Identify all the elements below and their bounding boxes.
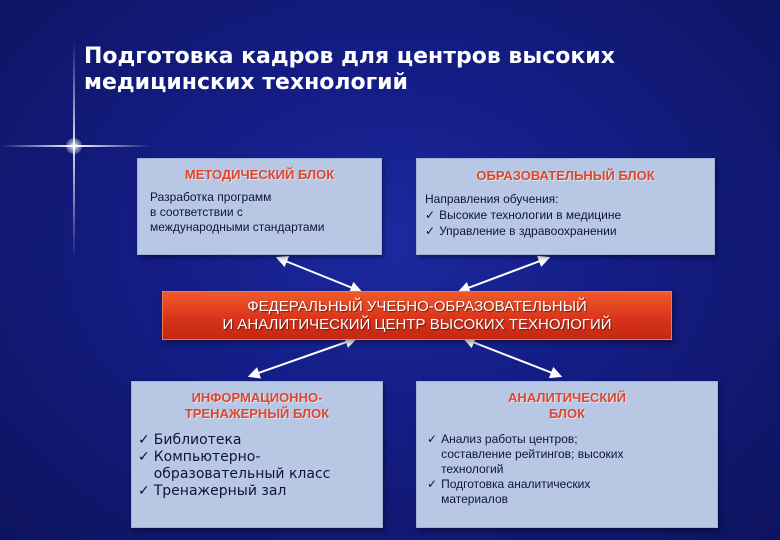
center-line-2: И АНАЛИТИЧЕСКИЙ ЦЕНТР ВЫСОКИХ ТЕХНОЛОГИЙ [222,315,612,333]
analytic-item-line: составление рейтингов; высоких [441,447,624,461]
info-item-label: Тренажерный зал [153,483,287,499]
check-icon: ✓ [425,224,436,238]
info-heading-line-1: ИНФОРМАЦИОННО- [191,390,323,405]
methodical-line: в соответствии с [150,205,243,219]
analytic-item-line: технологий [441,462,504,476]
analytic-item-line: Анализ работы центров; [441,432,578,446]
info-item-label-line: образовательный класс [153,466,331,482]
methodical-line: международными стандартами [150,220,325,234]
analytic-heading-line-1: АНАЛИТИЧЕСКИЙ [508,390,626,405]
federal-center-block [162,291,672,340]
info-item [138,432,382,449]
arrow-to-info [250,339,355,376]
info-item [138,449,382,483]
educational-item [425,223,714,239]
analytic-heading [417,390,717,422]
methodical-block [137,158,382,255]
arrow-to-methodical [278,258,360,291]
analytic-item [427,432,717,477]
analytic-item-line: Подготовка аналитических [441,477,591,491]
analytic-item-label [441,432,623,477]
info-heading-line-2: ТРЕНАЖЕРНЫЙ БЛОК [184,406,330,421]
check-icon: ✓ [427,477,438,491]
methodical-heading: МЕТОДИЧЕСКИЙ БЛОК [184,167,335,182]
info-item-label [154,449,331,483]
analytic-item-label [441,477,590,507]
info-item-label: Библиотека [153,432,242,448]
check-icon: ✓ [425,208,436,222]
educational-item-label: Управление в здравоохранении [439,224,617,238]
title-line-1: Подготовка кадров для центров высоких [84,44,615,69]
educational-item-label: Высокие технологии в медицине [439,208,622,222]
check-icon: ✓ [427,432,438,446]
info-heading [132,390,382,422]
educational-item [425,207,714,223]
title-line-2: медицинских технологий [84,70,408,95]
info-item-label-line: Компьютерно- [153,449,261,465]
check-icon: ✓ [138,483,150,499]
analytic-block [416,381,718,528]
analytic-heading-line-2: БЛОК [548,406,586,421]
analytic-item [427,477,717,507]
arrow-to-educational [460,258,548,291]
methodical-line: Разработка программ [150,190,272,204]
educational-heading: ОБРАЗОВАТЕЛЬНЫЙ БЛОК [476,168,655,183]
info-training-block [131,381,383,528]
check-icon: ✓ [138,449,150,465]
center-line-1: ФЕДЕРАЛЬНЫЙ УЧЕБНО-ОБРАЗОВАТЕЛЬНЫЙ [247,297,587,315]
educational-block [416,158,715,255]
arrow-to-analytic [465,339,560,376]
educational-intro: Направления обучения: [425,192,559,206]
analytic-item-line: материалов [441,492,508,506]
check-icon: ✓ [138,432,150,448]
info-item [138,483,382,500]
